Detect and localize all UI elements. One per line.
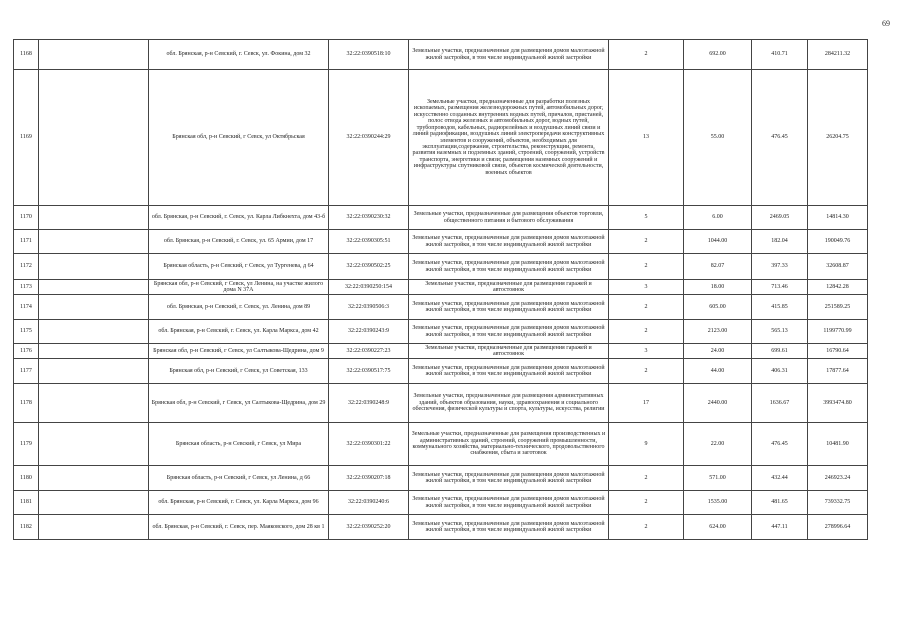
- cell-cadastral-number: 32:22:0390227:23: [329, 344, 409, 359]
- cell-permitted-use: Земельные участки, предназначенные для размещения домов малоэтажной жилой застройки, в том числе индивидуальной жилой застройки: [409, 295, 609, 320]
- cell-group-number: 2: [609, 491, 684, 515]
- table-row: [14, 295, 868, 320]
- cell-area: 1044.00: [684, 230, 752, 254]
- cell-address: обл. Брянская, р-н Севский, г. Севск, ул. Фокина, дом 32: [149, 40, 329, 70]
- table-row: [14, 423, 868, 466]
- cell-cadastral-value: 10481.90: [808, 423, 868, 466]
- cell-cadastral-number: 32:22:0390506:3: [329, 295, 409, 320]
- cell-permitted-use: Земельные участки, предназначенные для размещения гаражей и автостоянок: [409, 280, 609, 295]
- cell-price-per-unit: 476.45: [752, 423, 808, 466]
- cell-empty: [39, 423, 149, 466]
- cell-row-number: 1181: [14, 491, 39, 515]
- cell-row-number: 1168: [14, 40, 39, 70]
- cell-price-per-unit: 432.44: [752, 466, 808, 491]
- cell-address: обл. Брянская, р-н Севский, г. Севск, ул. Карла Либкнехта, дом 43-б: [149, 206, 329, 230]
- cell-cadastral-value: 284211.32: [808, 40, 868, 70]
- cell-row-number: 1182: [14, 515, 39, 540]
- cell-area: 6.00: [684, 206, 752, 230]
- cell-empty: [39, 344, 149, 359]
- cell-cadastral-value: 26204.75: [808, 70, 868, 206]
- cell-area: 2123.00: [684, 320, 752, 344]
- cell-area: 2440.00: [684, 384, 752, 423]
- cell-cadastral-number: 32:22:0390301:22: [329, 423, 409, 466]
- cell-area: 605.00: [684, 295, 752, 320]
- cell-empty: [39, 359, 149, 384]
- table-row: [14, 70, 868, 206]
- table-row: [14, 320, 868, 344]
- cell-permitted-use: Земельные участки, предназначенные для размещения производственных и административных зданий, строений, сооружений промышленности, коммунального хозяйства, материально-технического, продовольственного снабжения, сбыта и заготовок: [409, 423, 609, 466]
- cell-empty: [39, 230, 149, 254]
- cell-cadastral-number: 32:22:0390517:75: [329, 359, 409, 384]
- cell-row-number: 1179: [14, 423, 39, 466]
- cell-permitted-use: Земельные участки, предназначенные для размещения домов малоэтажной жилой застройки, в том числе индивидуальной жилой застройки: [409, 491, 609, 515]
- cell-cadastral-value: 14814.30: [808, 206, 868, 230]
- cell-price-per-unit: 476.45: [752, 70, 808, 206]
- cell-price-per-unit: 406.31: [752, 359, 808, 384]
- cell-row-number: 1178: [14, 384, 39, 423]
- table-row: [14, 254, 868, 280]
- cell-empty: [39, 515, 149, 540]
- cell-permitted-use: Земельные участки, предназначенные для размещения домов малоэтажной жилой застройки, в том числе индивидуальной жилой застройки: [409, 359, 609, 384]
- cell-permitted-use: Земельные участки, предназначенные для размещения домов малоэтажной жилой застройки, в том числе индивидуальной жилой застройки: [409, 230, 609, 254]
- cell-empty: [39, 384, 149, 423]
- cell-group-number: 2: [609, 295, 684, 320]
- cell-address: Брянская обл, р-н Севский, г Севск, ул Октябрьская: [149, 70, 329, 206]
- cell-permitted-use: Земельные участки, предназначенные для размещения гаражей и автостоянок: [409, 344, 609, 359]
- table-row: [14, 515, 868, 540]
- cell-permitted-use: Земельные участки, предназначенные для размещения объектов торговли, общественного питания и бытового обслуживания: [409, 206, 609, 230]
- table-row: [14, 344, 868, 359]
- table-row: [14, 359, 868, 384]
- cell-cadastral-number: 32:22:0390250:154: [329, 280, 409, 295]
- table-row: [14, 40, 868, 70]
- cell-price-per-unit: 699.61: [752, 344, 808, 359]
- table-row: [14, 280, 868, 295]
- cell-cadastral-value: 17877.64: [808, 359, 868, 384]
- cell-empty: [39, 254, 149, 280]
- cell-cadastral-value: 12842.28: [808, 280, 868, 295]
- cell-cadastral-value: 190049.76: [808, 230, 868, 254]
- cell-area: 624.00: [684, 515, 752, 540]
- cell-cadastral-number: 32:22:0390243:9: [329, 320, 409, 344]
- cell-empty: [39, 320, 149, 344]
- cell-price-per-unit: 565.13: [752, 320, 808, 344]
- table-row: [14, 206, 868, 230]
- cell-cadastral-number: 32:22:0390230:32: [329, 206, 409, 230]
- cell-cadastral-value: 251589.25: [808, 295, 868, 320]
- cell-row-number: 1177: [14, 359, 39, 384]
- cell-address: Брянская обл, р-н Севский, г Севск, ул Советская, 133: [149, 359, 329, 384]
- cell-row-number: 1175: [14, 320, 39, 344]
- cell-area: 24.00: [684, 344, 752, 359]
- table-row: [14, 466, 868, 491]
- cell-permitted-use: Земельные участки, предназначенные для размещения административных зданий, объектов образования, науки, здравоохранения и социального обеспечения, физической культуры и спорта, культуры, искусства, религии: [409, 384, 609, 423]
- cell-permitted-use: Земельные участки, предназначенные для размещения домов малоэтажной жилой застройки, в том числе индивидуальной жилой застройки: [409, 515, 609, 540]
- cell-group-number: 2: [609, 254, 684, 280]
- cell-address: обл. Брянская, р-н Севский, г. Севск, ул. Карла Маркса, дом 42: [149, 320, 329, 344]
- cell-group-number: 5: [609, 206, 684, 230]
- table-row: [14, 230, 868, 254]
- cell-cadastral-value: 1199770.99: [808, 320, 868, 344]
- cell-address: Брянская обл, р-н Севский, г Севск, ул Салтыкова-Щедрина, дом 29: [149, 384, 329, 423]
- cell-area: 692.00: [684, 40, 752, 70]
- cell-empty: [39, 40, 149, 70]
- cell-price-per-unit: 1636.67: [752, 384, 808, 423]
- cell-permitted-use: Земельные участки, предназначенные для размещения домов малоэтажной жилой застройки, в том числе индивидуальной жилой застройки: [409, 466, 609, 491]
- cell-address: обл. Брянская, р-н Севский, г. Севск, ул. 65 Армии, дом 17: [149, 230, 329, 254]
- table-row: [14, 384, 868, 423]
- cell-cadastral-number: 32:22:0390240:6: [329, 491, 409, 515]
- cell-address: Брянская область, р-н Севский, г Севск, ул Ленина, д 66: [149, 466, 329, 491]
- land-plot-table: [13, 39, 868, 540]
- cell-permitted-use: Земельные участки, предназначенные для размещения домов малоэтажной жилой застройки, в том числе индивидуальной жилой застройки: [409, 320, 609, 344]
- cell-price-per-unit: 415.85: [752, 295, 808, 320]
- cell-address: Брянская обл, р-н Севский, г Севск, ул Ленина, на участке жилого дома N 37А: [149, 280, 329, 295]
- cell-price-per-unit: 182.04: [752, 230, 808, 254]
- cell-area: 1535.00: [684, 491, 752, 515]
- cell-row-number: 1170: [14, 206, 39, 230]
- cell-address: Брянская область, р-н Севский, г Севск, ул Мира: [149, 423, 329, 466]
- cell-address: обл. Брянская, р-н Севский, г. Севск, ул. Карла Маркса, дом 96: [149, 491, 329, 515]
- cell-cadastral-number: 32:22:0390502:25: [329, 254, 409, 280]
- cell-area: 44.00: [684, 359, 752, 384]
- cell-row-number: 1176: [14, 344, 39, 359]
- table-body: [14, 40, 868, 540]
- table-row: [14, 491, 868, 515]
- cell-row-number: 1174: [14, 295, 39, 320]
- cell-group-number: 3: [609, 344, 684, 359]
- cell-cadastral-number: 32:22:0390305:51: [329, 230, 409, 254]
- cell-permitted-use: Земельные участки, предназначенные для размещения домов малоэтажной жилой застройки, в том числе индивидуальной жилой застройки: [409, 254, 609, 280]
- cell-cadastral-number: 32:22:0390518:10: [329, 40, 409, 70]
- cell-row-number: 1172: [14, 254, 39, 280]
- cell-address: Брянская обл, р-н Севский, г Севск, ул Салтыкова-Щедрина, дом 9: [149, 344, 329, 359]
- cell-price-per-unit: 447.11: [752, 515, 808, 540]
- cell-group-number: 2: [609, 320, 684, 344]
- cell-group-number: 17: [609, 384, 684, 423]
- cell-price-per-unit: 481.65: [752, 491, 808, 515]
- cell-cadastral-value: 16790.64: [808, 344, 868, 359]
- cell-group-number: 2: [609, 230, 684, 254]
- cell-empty: [39, 206, 149, 230]
- cell-row-number: 1173: [14, 280, 39, 295]
- cell-area: 571.00: [684, 466, 752, 491]
- cell-cadastral-value: 739332.75: [808, 491, 868, 515]
- cell-group-number: 3: [609, 280, 684, 295]
- cell-empty: [39, 295, 149, 320]
- cell-group-number: 2: [609, 515, 684, 540]
- cell-cadastral-number: 32:22:0390248:9: [329, 384, 409, 423]
- cell-row-number: 1171: [14, 230, 39, 254]
- cell-cadastral-value: 3993474.80: [808, 384, 868, 423]
- cell-group-number: 2: [609, 40, 684, 70]
- cell-area: 55.00: [684, 70, 752, 206]
- cell-cadastral-value: 246923.24: [808, 466, 868, 491]
- cell-address: обл. Брянская, р-н Севский, г. Севск, пер. Маяковского, дом 28 кв 1: [149, 515, 329, 540]
- cell-price-per-unit: 2469.05: [752, 206, 808, 230]
- cell-group-number: 2: [609, 466, 684, 491]
- cell-area: 18.00: [684, 280, 752, 295]
- cell-empty: [39, 491, 149, 515]
- cell-group-number: 13: [609, 70, 684, 206]
- page-number: 69: [882, 19, 890, 28]
- cell-address: обл. Брянская, р-н Севский, г. Севск, ул. Ленина, дом 89: [149, 295, 329, 320]
- cell-price-per-unit: 410.71: [752, 40, 808, 70]
- cell-address: Брянская область, р-н Севский, г Севск, ул Тургенева, д 64: [149, 254, 329, 280]
- cell-cadastral-value: 278996.64: [808, 515, 868, 540]
- cell-group-number: 2: [609, 359, 684, 384]
- cell-cadastral-number: 32:22:0390207:18: [329, 466, 409, 491]
- cell-empty: [39, 466, 149, 491]
- cell-price-per-unit: 397.33: [752, 254, 808, 280]
- cell-row-number: 1180: [14, 466, 39, 491]
- cell-group-number: 9: [609, 423, 684, 466]
- cell-row-number: 1169: [14, 70, 39, 206]
- cell-empty: [39, 70, 149, 206]
- cell-cadastral-number: 32:22:0390252:20: [329, 515, 409, 540]
- cell-area: 82.07: [684, 254, 752, 280]
- cell-cadastral-value: 32608.87: [808, 254, 868, 280]
- cell-permitted-use: Земельные участки, предназначенные для размещения домов малоэтажной жилой застройки, в том числе индивидуальной жилой застройки: [409, 40, 609, 70]
- cell-permitted-use: Земельные участки, предназначенные для разработки полезных ископаемых, размещения железнодорожных путей, автомобильных дорог, искусственно созданных внутренних водных путей, причалов, пристаней, полос отвода железных и автомобильных дорог, водных путей, трубопроводов, кабельных, радиорелейных и воздушных линий связи и линий радиофикации, воздушных линий электропередачи конструктивных элементов и сооружений, объектов, необходимых для эксплуатации,содержания, строительства, реконструкции, ремонта, развития наземных и подземных зданий, строений, сооружений, устройств транспорта, энергетики и связи; размещения наземных сооружений и инфраструктуры спутниковой связи, объектов космической деятельности, военных объектов: [409, 70, 609, 206]
- cell-price-per-unit: 713.46: [752, 280, 808, 295]
- cell-cadastral-number: 32:22:0390244:29: [329, 70, 409, 206]
- cell-empty: [39, 280, 149, 295]
- cell-area: 22.00: [684, 423, 752, 466]
